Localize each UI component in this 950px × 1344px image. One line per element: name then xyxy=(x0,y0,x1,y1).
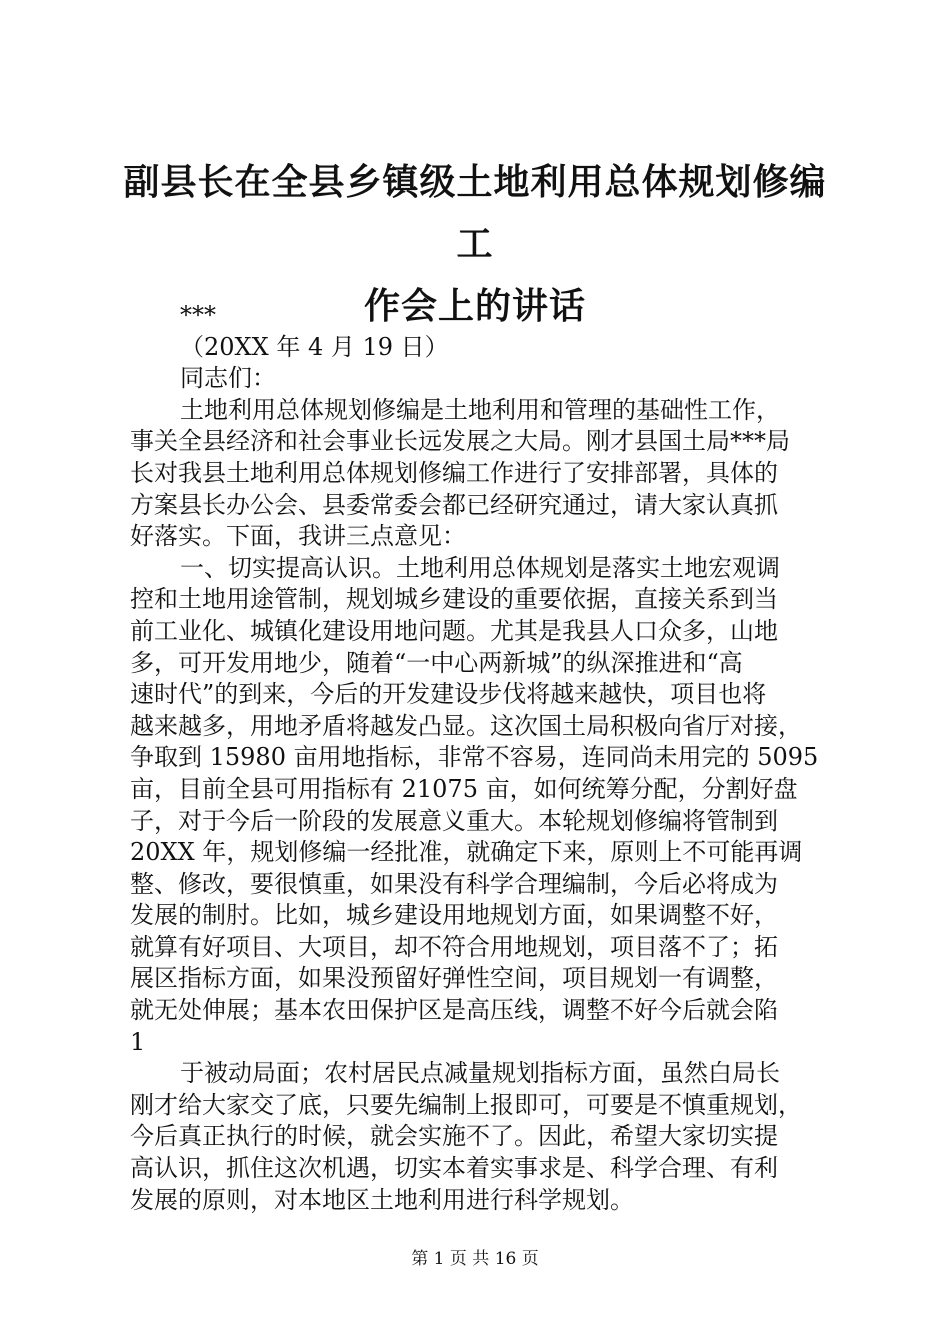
title-line-2: 作会上的讲话 xyxy=(363,286,586,327)
paragraph-line: 展区指标方面，如果没预留好弹性空间，项目规划一有调整， xyxy=(130,964,778,993)
paragraph-line: 子，对于今后一阶段的发展意义重大。本轮规划修编将管制到 xyxy=(130,806,778,835)
paragraph-line: 前工业化、城镇化建设用地问题。尤其是我县人口众多，山地 xyxy=(130,616,778,645)
paragraph-line: 越来越多，用地矛盾将越发凸显。这次国土局积极向省厅对接， xyxy=(130,711,802,740)
paragraph-line: 方案县长办公会、县委常委会都已经研究通过，请大家认真抓 xyxy=(130,490,778,519)
paragraph-line: 今后真正执行的时候，就会实施不了。因此，希望大家切实提 xyxy=(130,1122,778,1151)
paragraph-line: 发展的制肘。比如，城乡建设用地规划方面，如果调整不好， xyxy=(130,901,778,930)
paragraph-line: 好落实。下面，我讲三点意见： xyxy=(130,522,466,551)
page-marker: 1 xyxy=(130,1027,146,1056)
paragraph-line: 20XX 年，规划修编一经批准，就确定下来，原则上不可能再调 xyxy=(130,838,803,867)
paragraph-line: 整、修改，要很慎重，如果没有科学合理编制，今后必将成为 xyxy=(130,869,778,898)
paragraph-line: 发展的原则，对本地区土地利用进行科学规划。 xyxy=(130,1185,634,1214)
paragraph-line: 亩，目前全县可用指标有 21075 亩，如何统筹分配，分割好盘 xyxy=(130,774,798,803)
paragraph-line: 一、切实提高认识。土地利用总体规划是落实土地宏观调 xyxy=(180,553,780,582)
author-line: *** xyxy=(180,301,216,329)
title-line-1: 副县长在全县乡镇级土地利用总体规划修编工 xyxy=(123,162,827,265)
paragraph-line: 就无处伸展；基本农田保护区是高压线，调整不好今后就会陷 xyxy=(130,996,778,1025)
paragraph-line: 土地利用总体规划修编是土地利用和管理的基础性工作， xyxy=(180,395,780,424)
salutation-line: 同志们： xyxy=(180,364,276,393)
document-body xyxy=(130,300,842,1216)
paragraph-line: 争取到 15980 亩用地指标，非常不容易，连同尚未用完的 5095 xyxy=(130,743,819,772)
paragraph-line: 多，可开发用地少，随着“一中心两新城”的纵深推进和“高 xyxy=(130,648,743,677)
paragraph-line: 于被动局面；农村居民点减量规划指标方面，虽然白局长 xyxy=(180,1059,780,1088)
paragraph-line: 速时代”的到来，今后的开发建设步伐将越来越快，项目也将 xyxy=(130,680,767,709)
page-footer: 第 1 页 共 16 页 xyxy=(411,1249,539,1269)
paragraph-line: 就算有好项目、大项目，却不符合用地规划，项目落不了；拓 xyxy=(130,932,778,961)
paragraph-line: 控和土地用途管制，规划城乡建设的重要依据，直接关系到当 xyxy=(130,585,778,614)
paragraph-line: 高认识，抓住这次机遇，切实本着实事求是、科学合理、有利 xyxy=(130,1154,778,1183)
date-line: （20XX 年 4 月 19 日） xyxy=(180,332,449,361)
paragraph-line: 刚才给大家交了底，只要先编制上报即可，可要是不慎重规划， xyxy=(130,1090,802,1119)
paragraph-line: 事关全县经济和社会事业长远发展之大局。刚才县国土局***局 xyxy=(130,427,790,456)
paragraph-line: 长对我县土地利用总体规划修编工作进行了安排部署，具体的 xyxy=(130,458,778,487)
